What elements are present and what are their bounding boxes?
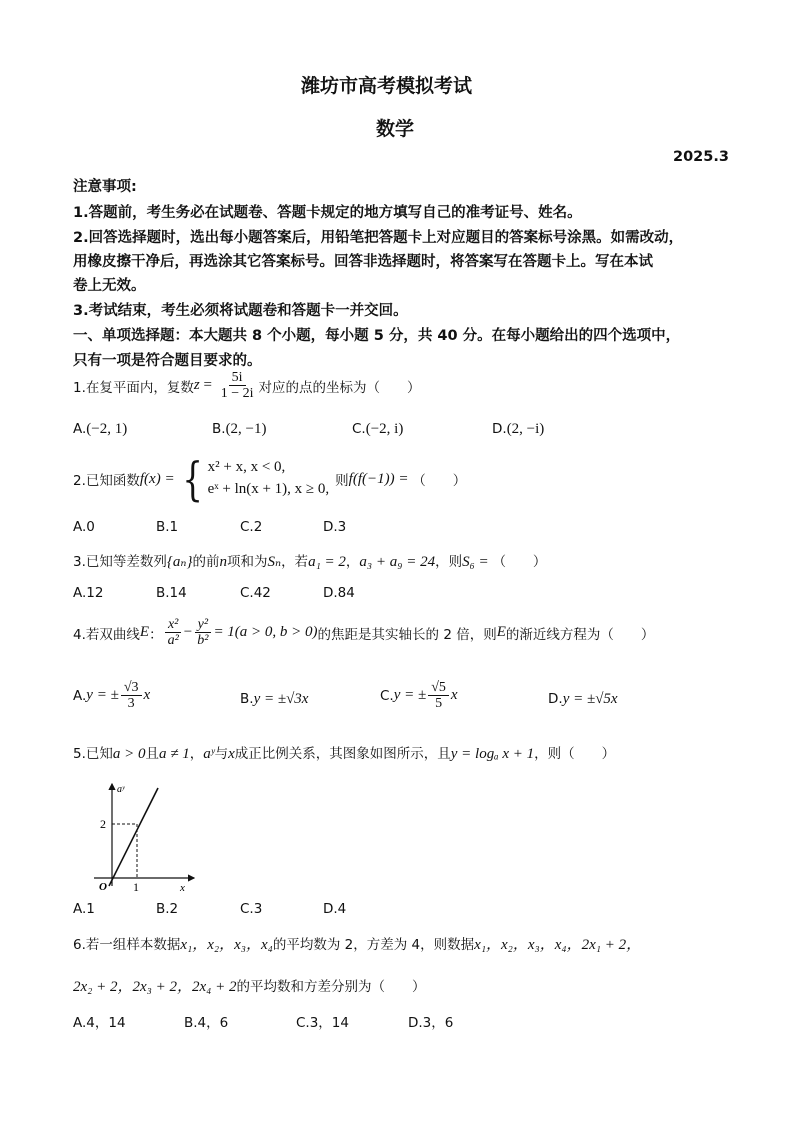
q5-formula: y = logₐ x + 1 xyxy=(450,746,535,762)
q4-option-c-post: x xyxy=(450,687,458,704)
q6-line2-a: 2x₂ + 2，2x₃ + 2，2x₄ + 2 xyxy=(73,979,237,995)
q1-option-b-value: (2, −1) xyxy=(225,421,267,437)
q2-cases xyxy=(208,457,330,501)
q2-case-1: x² + x, x < 0, xyxy=(207,459,286,476)
q2-option-a[interactable]: A.0 xyxy=(73,519,95,535)
q6-option-d[interactable]: D.3，6 xyxy=(408,1015,454,1031)
q5-ay: aʸ xyxy=(203,746,215,762)
q4-E: E xyxy=(139,624,150,641)
q3-option-b[interactable]: B.14 xyxy=(156,585,187,601)
q4-cond: = 1(a > 0, b > 0) xyxy=(213,624,318,641)
q3-text-3: 项和为 xyxy=(226,554,268,570)
subject-title: 数学 xyxy=(376,118,415,140)
q1-suffix: 对应的点的坐标为（ ） xyxy=(258,379,421,396)
q1-option-d[interactable] xyxy=(492,421,544,438)
q5-option-a[interactable]: A.1 xyxy=(73,901,95,917)
q4-option-c-den: 5 xyxy=(435,696,443,712)
question-6-line-1 xyxy=(73,933,641,954)
q1-option-d-label: D. xyxy=(492,421,507,437)
q4-prefix: 4.若双曲线 xyxy=(73,626,140,643)
q3-option-a[interactable]: A.12 xyxy=(73,585,104,601)
q2-option-b[interactable]: B.1 xyxy=(156,519,179,535)
q1-den: 1 − 2i xyxy=(220,386,254,402)
q5-option-b[interactable]: B.2 xyxy=(156,901,179,917)
q4-option-a-den: 3 xyxy=(127,696,135,712)
q5-cond-1: a > 0 xyxy=(112,746,146,762)
q1-var: z xyxy=(193,377,200,394)
question-6-line-2 xyxy=(73,975,425,996)
q5-option-d[interactable]: D.4 xyxy=(323,901,347,917)
q1-option-a[interactable] xyxy=(73,421,127,438)
q4-option-a-post: x xyxy=(143,687,151,704)
q4-option-c-frac xyxy=(428,680,449,712)
q4-middle: 的焦距是其实轴长的 2 倍，则 xyxy=(317,626,497,643)
q2-suffix-pre: 则 xyxy=(335,473,349,489)
q5-graph-origin: O xyxy=(99,881,107,893)
q5-graph-tick-x: 1 xyxy=(133,880,139,894)
q2-suffix-post: （ ） xyxy=(412,473,467,489)
q5-graph-tick-y: 2 xyxy=(100,817,106,831)
section-heading-line-2: 只有一项是符合题目要求的。 xyxy=(73,353,262,369)
q1-option-b[interactable] xyxy=(212,421,267,438)
q1-eq: = xyxy=(199,377,216,394)
question-3 xyxy=(73,550,546,571)
q5-graph xyxy=(90,778,200,896)
q4-option-d-expr: y = ±√5x xyxy=(562,691,618,707)
q4-option-d[interactable] xyxy=(548,691,618,708)
q5-text-4: 与 xyxy=(214,746,229,762)
q5-text-3: ， xyxy=(189,746,204,762)
q1-option-c-value: (−2, i) xyxy=(365,421,404,437)
q3-text-5: ， xyxy=(345,554,360,570)
q6-option-b[interactable]: B.4，6 xyxy=(184,1015,229,1031)
q4-suffix: 的渐近线方程为（ ） xyxy=(505,626,655,643)
q3-text-6: ，则 xyxy=(435,554,463,570)
question-1 xyxy=(73,370,421,402)
q4-option-c-pre: y = ± xyxy=(393,687,427,704)
q4-option-a-label: A. xyxy=(73,687,87,704)
q4-option-c-num: √5 xyxy=(428,680,449,696)
q5-text-5: 成正比例关系，其图象如图所示，且 xyxy=(234,746,451,762)
q5-option-c[interactable]: C.3 xyxy=(240,901,263,917)
q6-option-c[interactable]: C.3，14 xyxy=(296,1015,349,1031)
exam-date: 2025.3 xyxy=(673,149,729,165)
q4-option-a-num: √3 xyxy=(121,680,142,696)
q6-line1-a: 6.若一组样本数据 xyxy=(73,937,181,953)
q5-x: x xyxy=(228,746,235,762)
q6-line1-d: x₁，x₂，x₃，x₄，2x₁ + 2， xyxy=(474,937,642,953)
q5-graph-x-label: x xyxy=(180,882,185,894)
q1-option-b-label: B. xyxy=(212,421,226,437)
notice-item-1: 1.答题前，考生务必在试题卷、答题卡规定的地方填写自己的准考证号、姓名。 xyxy=(73,205,582,221)
q1-num: 5i xyxy=(229,370,246,386)
q4-option-d-label: D. xyxy=(548,691,563,707)
q4-frac-1-num: x² xyxy=(165,617,181,633)
q4-option-b-label: B. xyxy=(240,691,254,707)
q5-cond-2: a ≠ 1 xyxy=(159,746,190,762)
q4-frac-2 xyxy=(194,617,211,649)
notice-heading: 注意事项: xyxy=(73,179,137,195)
q4-option-a-frac xyxy=(121,680,142,712)
q5-text-1: 5.已知 xyxy=(73,746,113,762)
notice-item-2-line-1: 2.回答选择题时，选出每小题答案后，用铅笔把答题卡上对应题目的答案标号涂黑。如需改动， xyxy=(73,230,684,246)
q3-option-c[interactable]: C.42 xyxy=(240,585,271,601)
q2-option-d[interactable]: D.3 xyxy=(323,519,347,535)
q2-brace: { xyxy=(182,452,204,506)
q2-prefix: 2.已知函数 xyxy=(73,473,140,489)
q2-suffix-math: f(f(−1)) = xyxy=(348,470,413,487)
notice-item-3: 3.考试结束，考生必须将试题卷和答题卡一并交回。 xyxy=(73,303,408,319)
q3-text-7: （ ） xyxy=(492,554,547,570)
exam-title: 潍坊市高考模拟考试 xyxy=(301,75,473,97)
q4-frac-1-den: a² xyxy=(167,633,179,649)
q1-option-a-value: (−2, 1) xyxy=(86,421,128,437)
question-5 xyxy=(73,742,615,763)
notice-item-2-line-3: 卷上无效。 xyxy=(73,278,146,294)
q1-option-c[interactable] xyxy=(352,421,403,438)
q3-sn: Sₙ xyxy=(267,554,282,570)
q5-graph-y-label: aʸ xyxy=(117,784,125,795)
question-2 xyxy=(73,452,467,506)
q4-colon: ： xyxy=(149,626,163,643)
q4-option-c[interactable] xyxy=(380,680,458,712)
q6-option-a[interactable]: A.4，14 xyxy=(73,1015,126,1031)
question-4 xyxy=(73,617,654,649)
q4-frac-2-den: b² xyxy=(197,633,209,649)
q4-option-a-pre: y = ± xyxy=(86,687,119,704)
q2-case-2: eˣ + ln(x + 1), x ≥ 0, xyxy=(207,481,330,497)
q3-cond-1: a₁ = 2 xyxy=(308,554,346,570)
q2-option-c[interactable]: C.2 xyxy=(240,519,263,535)
q3-text-2: 的前 xyxy=(192,554,220,570)
q1-prefix: 1.在复平面内，复数 xyxy=(73,379,194,396)
q2-fx: f(x) = xyxy=(139,470,179,487)
q4-option-a[interactable] xyxy=(73,680,150,712)
q3-s6: S₆ = xyxy=(462,554,493,570)
q5-graph-line xyxy=(109,788,158,886)
q1-option-c-label: C. xyxy=(352,421,366,437)
notice-item-2-line-2: 用橡皮擦干净后，再选涂其它答案标号。回答非选择题时，将答案写在答题卡上。写在本试 xyxy=(73,254,653,270)
q1-option-d-value: (2, −i) xyxy=(506,421,545,437)
q1-option-a-label: A. xyxy=(73,421,87,437)
q4-option-b[interactable] xyxy=(240,691,308,708)
q3-text-1: 3.已知等差数列 xyxy=(73,554,167,570)
q6-line2-b: 的平均数和方差分别为（ ） xyxy=(236,979,426,995)
q3-cond-2: a₃ + a₉ = 24 xyxy=(359,554,436,570)
q1-fraction xyxy=(218,370,257,402)
q5-text-6: ，则（ ） xyxy=(534,746,616,762)
q5-text-2: 且 xyxy=(145,746,160,762)
q3-n: n xyxy=(219,554,227,570)
section-heading-line-1: 一、单项选择题：本大题共 8 个小题，每小题 5 分，共 40 分。在每小题给出的四个选项中， xyxy=(73,328,681,344)
q3-seq: {aₙ} xyxy=(166,554,193,570)
q6-line1-b: x₁，x₂，x₃，x₄ xyxy=(180,937,273,953)
q4-minus: − xyxy=(183,624,193,641)
q4-option-b-expr: y = ±√3x xyxy=(253,691,309,707)
q4-option-c-label: C. xyxy=(380,687,394,704)
q3-text-4: ，若 xyxy=(281,554,309,570)
q3-option-d[interactable]: D.84 xyxy=(323,585,355,601)
q4-E-2: E xyxy=(496,624,506,641)
q6-line1-c: 的平均数为 2，方差为 4，则数据 xyxy=(272,937,475,953)
q4-frac-2-num: y² xyxy=(195,617,211,633)
q4-frac-1 xyxy=(165,617,182,649)
